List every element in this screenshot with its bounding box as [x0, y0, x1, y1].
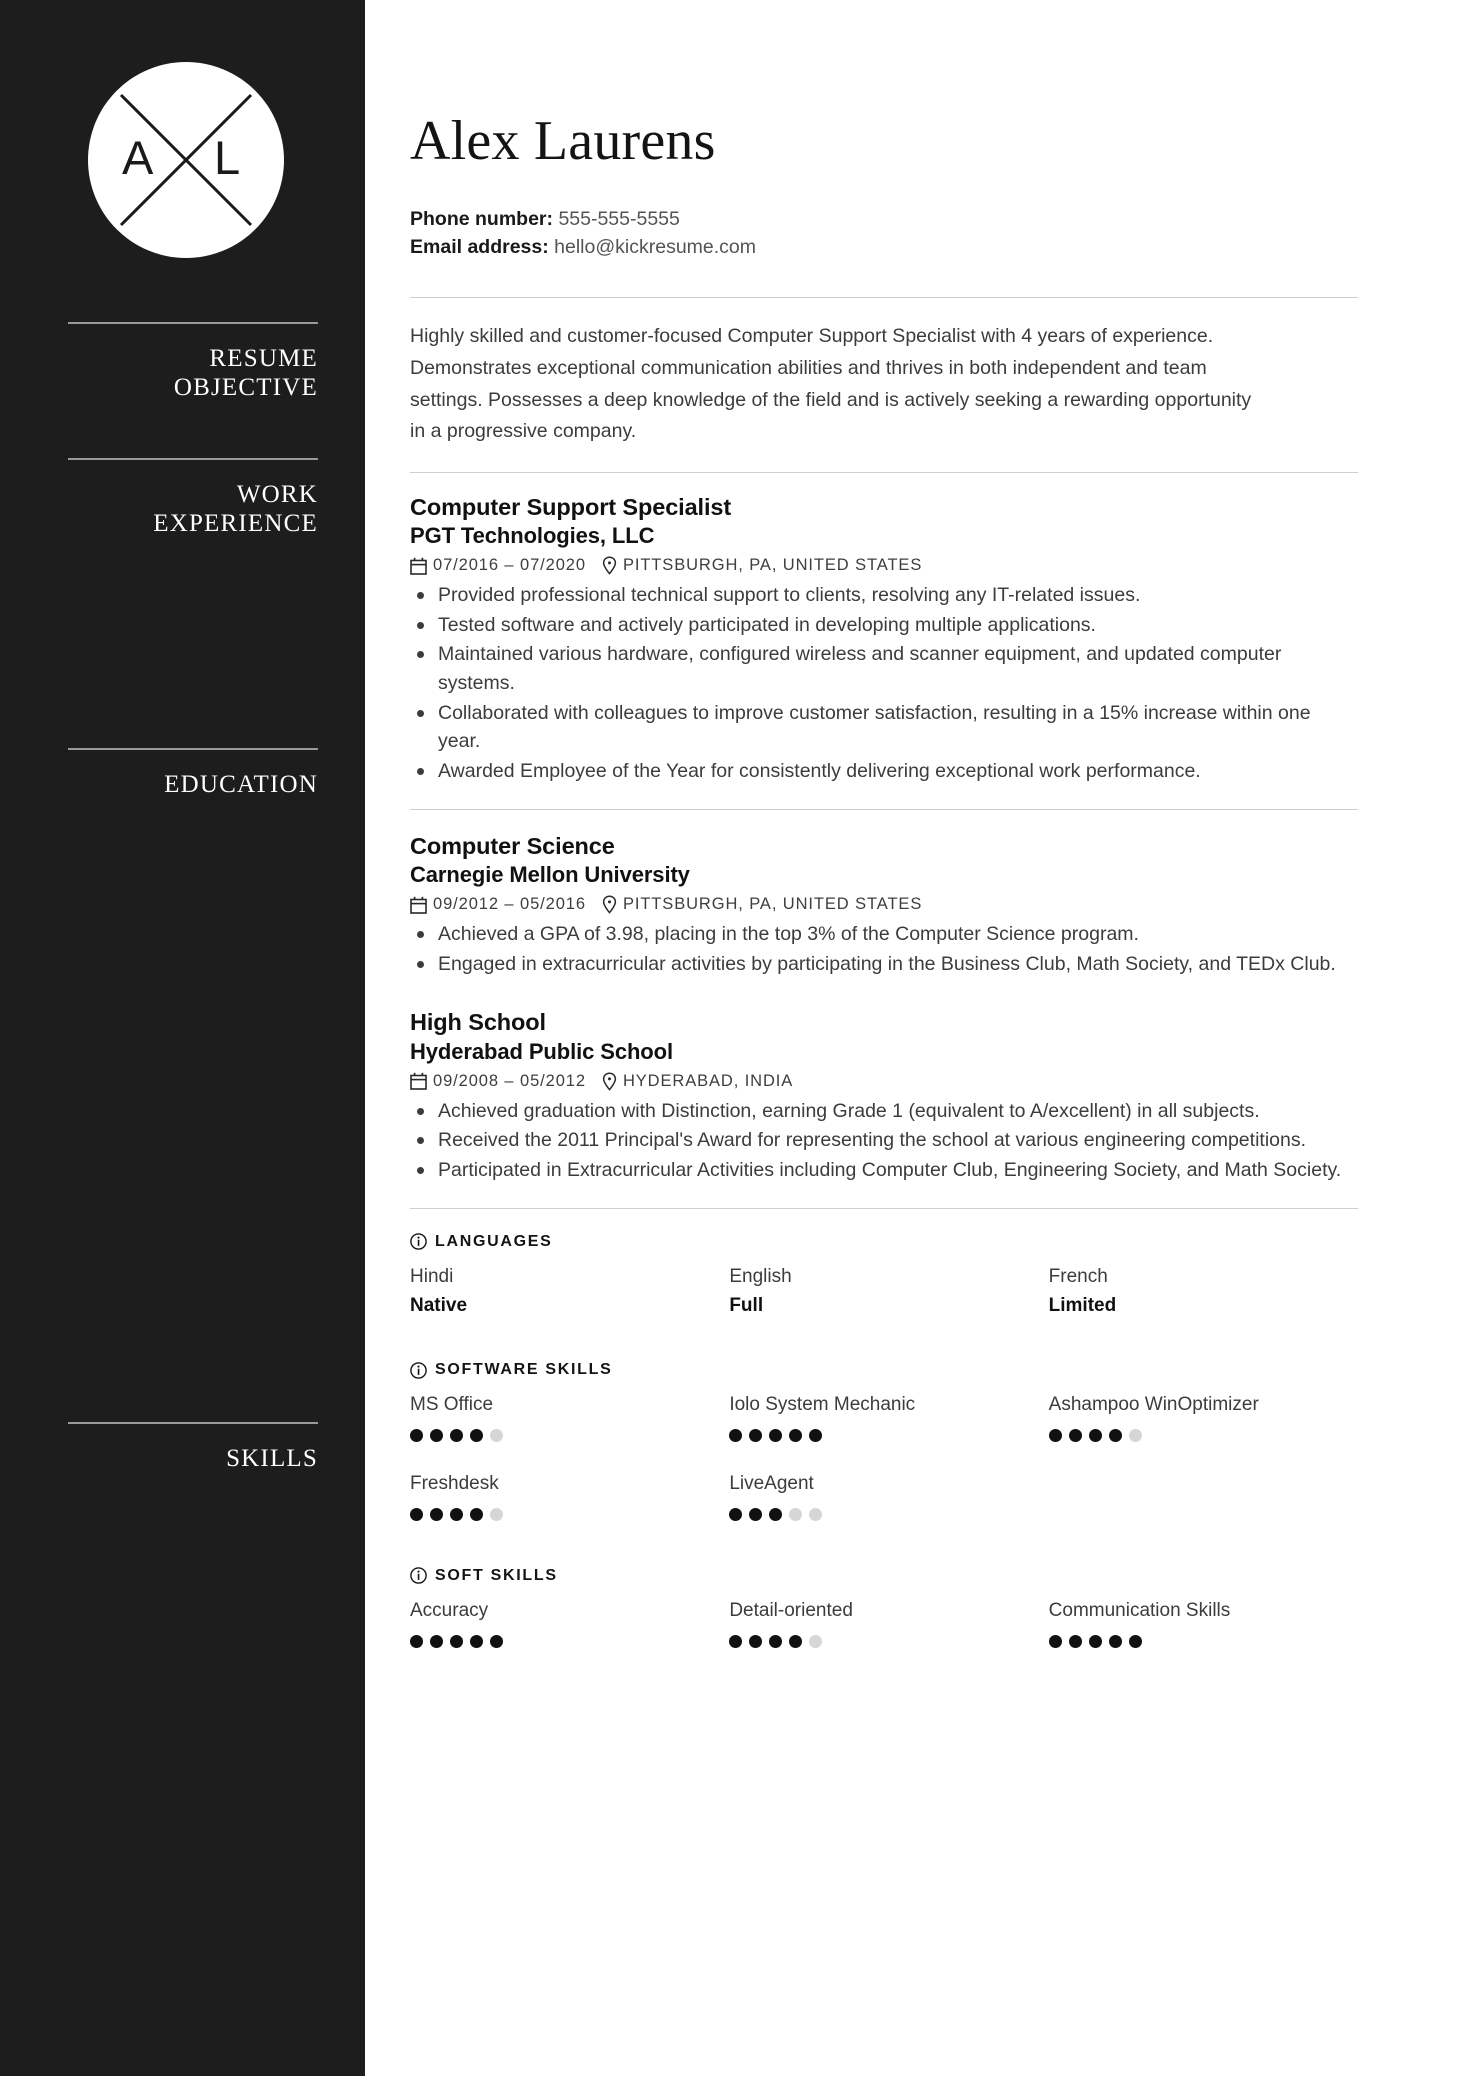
software-skills-heading	[410, 1361, 1358, 1379]
language-level: Native	[410, 1294, 468, 1316]
list-item: Participated in Extracurricular Activities including Computer Club, Engineering Society, and Math Society.	[410, 1156, 1358, 1185]
email-label: Email address:	[410, 235, 549, 258]
sidebar	[0, 0, 365, 2076]
skill-name: Ashampoo WinOptimizer	[1048, 1394, 1259, 1416]
rating-dot-empty	[809, 1635, 822, 1648]
rating-dot-filled	[470, 1635, 483, 1648]
rating-dot-filled	[1089, 1635, 1102, 1648]
rating-dot-filled	[470, 1508, 483, 1521]
divider	[68, 458, 318, 460]
location	[602, 1072, 793, 1091]
sidebar-label-line1: RESUME	[209, 345, 318, 372]
list-item: Maintained various hardware, configured wireless and scanner equipment, and updated computer systems.	[410, 640, 1358, 697]
date-range	[410, 1072, 586, 1091]
rating-dot-filled	[450, 1635, 463, 1648]
section-work-experience	[410, 473, 1358, 809]
skill-name: Iolo System Mechanic	[729, 1394, 916, 1416]
skill-name: MS Office	[410, 1394, 494, 1416]
rating-dot-filled	[729, 1429, 742, 1442]
degree-title: Computer Science	[410, 832, 615, 859]
rating-dot-filled	[749, 1508, 762, 1521]
skill-group-soft-skills	[410, 1567, 1358, 1648]
soft-skills-heading	[410, 1567, 1358, 1585]
rating-dot-empty	[490, 1508, 503, 1521]
list-item: Awarded Employee of the Year for consistently delivering exceptional work performance.	[410, 757, 1358, 786]
sidebar-label-line1: WORK	[236, 481, 318, 508]
rating-dot-filled	[809, 1429, 822, 1442]
rating-dots	[1049, 1429, 1358, 1442]
skill-name: Detail-oriented	[729, 1599, 853, 1621]
entry-meta	[410, 895, 1358, 914]
sidebar-label-line1: EDUCATION	[164, 771, 318, 798]
software-skills-heading-text: SOFTWARE SKILLS	[435, 1361, 613, 1379]
sidebar-item-resume-objective	[68, 322, 318, 402]
location-pin-icon	[602, 1072, 617, 1091]
monogram-x-circle	[88, 62, 284, 258]
soft-skill-item	[410, 1585, 719, 1648]
rating-dot-filled	[789, 1635, 802, 1648]
languages-grid	[410, 1251, 1358, 1318]
list-item: Provided professional technical support to clients, resolving any IT-related issues.	[410, 581, 1358, 610]
rating-dot-filled	[1069, 1635, 1082, 1648]
language-item	[1049, 1251, 1358, 1318]
degree-title: High School	[410, 1009, 546, 1036]
rating-dot-filled	[1129, 1635, 1142, 1648]
software-skills-grid	[410, 1379, 1358, 1521]
rating-dots	[729, 1429, 1038, 1442]
objective-text: Highly skilled and customer-focused Computer Support Specialist with 4 years of experience. Demonstrates exceptional communication abilities and thrives in both independent and team settings. Possesses a deep knowledge of the field and is actively seeking a rewarding opportunity in a progressive company.	[410, 325, 1252, 443]
contact-details	[410, 206, 1358, 261]
rating-dot-filled	[769, 1429, 782, 1442]
soft-skill-item	[1049, 1585, 1358, 1648]
skill-name: LiveAgent	[729, 1473, 814, 1495]
rating-dot-filled	[769, 1635, 782, 1648]
sidebar-item-education	[68, 748, 318, 799]
rating-dot-filled	[490, 1635, 503, 1648]
work-bullet-list	[410, 581, 1358, 786]
rating-dot-filled	[749, 1635, 762, 1648]
software-skill-item	[410, 1442, 719, 1521]
school-name: Carnegie Mellon University	[410, 861, 690, 887]
soft-skills-heading-text: SOFT SKILLS	[435, 1566, 558, 1584]
sidebar-label-line1: SKILLS	[226, 1445, 318, 1472]
rating-dot-filled	[1069, 1429, 1082, 1442]
rating-dots	[729, 1635, 1038, 1648]
location	[602, 556, 922, 575]
language-level: Full	[729, 1294, 764, 1316]
languages-heading-text: LANGUAGES	[435, 1232, 553, 1250]
divider	[68, 322, 318, 324]
rating-dot-filled	[769, 1508, 782, 1521]
rating-dot-filled	[410, 1635, 423, 1648]
date-range-text: 07/2016 – 07/2020	[433, 556, 586, 575]
list-item: Achieved graduation with Distinction, earning Grade 1 (equivalent to A/excellent) in all subjects.	[410, 1097, 1358, 1126]
sidebar-label-resume-objective	[68, 344, 318, 402]
rating-dot-filled	[410, 1508, 423, 1521]
calendar-icon	[410, 896, 427, 914]
phone-label: Phone number:	[410, 208, 554, 231]
software-skill-item	[1049, 1379, 1358, 1442]
date-range-text: 09/2008 – 05/2012	[433, 1071, 586, 1090]
date-range	[410, 556, 586, 575]
rating-dot-filled	[410, 1429, 423, 1442]
section-skills	[410, 1209, 1358, 1648]
list-item: Achieved a GPA of 3.98, placing in the top 3% of the Computer Science program.	[410, 920, 1358, 949]
rating-dot-empty	[1129, 1429, 1142, 1442]
section-education	[410, 810, 1358, 1208]
info-icon	[410, 1567, 427, 1584]
school-name: Hyderabad Public School	[410, 1038, 673, 1064]
language-item	[729, 1251, 1038, 1318]
education-entry	[410, 1008, 1358, 1184]
rating-dot-empty	[490, 1429, 503, 1442]
rating-dot-filled	[729, 1635, 742, 1648]
rating-dot-filled	[1049, 1429, 1062, 1442]
work-entry	[410, 493, 1358, 786]
page-title: Alex Laurens	[410, 109, 716, 172]
rating-dot-filled	[450, 1429, 463, 1442]
sidebar-item-skills	[68, 1422, 318, 1473]
entry-meta	[410, 556, 1358, 575]
rating-dot-filled	[430, 1429, 443, 1442]
sidebar-item-work-experience	[68, 458, 318, 538]
spacer	[1049, 1442, 1358, 1521]
languages-heading	[410, 1233, 1358, 1251]
language-name: Hindi	[410, 1265, 454, 1287]
info-icon	[410, 1233, 427, 1250]
rating-dot-filled	[789, 1429, 802, 1442]
rating-dot-filled	[470, 1429, 483, 1442]
calendar-icon	[410, 1072, 427, 1090]
location-text: PITTSBURGH, PA, UNITED STATES	[622, 556, 923, 575]
education-bullet-list	[410, 920, 1358, 978]
date-range-text: 09/2012 – 05/2016	[433, 895, 586, 914]
skill-name: Accuracy	[410, 1599, 489, 1621]
contact-row-phone	[410, 206, 1358, 234]
date-range	[410, 895, 586, 914]
list-item: Tested software and actively participated in developing multiple applications.	[410, 611, 1358, 640]
rating-dots	[729, 1508, 1038, 1521]
calendar-icon	[410, 557, 427, 575]
language-level: Limited	[1048, 1294, 1117, 1316]
language-name: English	[729, 1265, 792, 1287]
rating-dot-empty	[789, 1508, 802, 1521]
section-resume-objective	[410, 298, 1358, 471]
rating-dot-filled	[1109, 1635, 1122, 1648]
monogram-right-letter: L	[214, 131, 241, 184]
list-item: Received the 2011 Principal's Award for representing the school at various engineering competitions.	[410, 1126, 1358, 1155]
rating-dots	[1049, 1635, 1358, 1648]
entry-meta	[410, 1072, 1358, 1091]
language-name: French	[1048, 1265, 1108, 1287]
location-pin-icon	[602, 895, 617, 914]
rating-dot-filled	[1109, 1429, 1122, 1442]
language-item	[410, 1251, 719, 1318]
education-entry	[410, 832, 1358, 979]
skill-name: Communication Skills	[1048, 1599, 1231, 1621]
rating-dot-filled	[1089, 1429, 1102, 1442]
divider	[68, 1422, 318, 1424]
location-text: HYDERABAD, INDIA	[622, 1071, 794, 1090]
skill-group-languages	[410, 1233, 1358, 1318]
info-icon	[410, 1362, 427, 1379]
monogram-left-letter: A	[122, 131, 154, 184]
resume-main-column	[365, 0, 1468, 2076]
rating-dots	[410, 1429, 719, 1442]
software-skill-item	[729, 1442, 1038, 1521]
skill-group-software-skills	[410, 1361, 1358, 1521]
rating-dot-filled	[430, 1508, 443, 1521]
location	[602, 895, 922, 914]
sidebar-label-line2: EXPERIENCE	[153, 510, 318, 537]
skill-name: Freshdesk	[410, 1473, 499, 1495]
software-skill-item	[729, 1379, 1038, 1442]
monogram-circle	[88, 62, 284, 258]
monogram-logo	[88, 62, 284, 258]
rating-dots	[410, 1635, 719, 1648]
sidebar-label-line2: OBJECTIVE	[173, 374, 318, 401]
sidebar-label-education	[68, 770, 318, 799]
contact-row-email	[410, 234, 1358, 262]
list-item: Collaborated with colleagues to improve customer satisfaction, resulting in a 15% increase within one year.	[410, 699, 1358, 756]
phone-value: 555-555-5555	[558, 208, 680, 231]
email-value: hello@kickresume.com	[554, 235, 757, 258]
software-skill-item	[410, 1379, 719, 1442]
rating-dots	[410, 1508, 719, 1521]
job-title: Computer Support Specialist	[410, 493, 732, 520]
location-pin-icon	[602, 556, 617, 575]
rating-dot-empty	[809, 1508, 822, 1521]
company-name: PGT Technologies, LLC	[410, 522, 655, 548]
sidebar-label-work-experience	[68, 480, 318, 538]
rating-dot-filled	[450, 1508, 463, 1521]
rating-dot-filled	[430, 1635, 443, 1648]
education-bullet-list	[410, 1097, 1358, 1185]
soft-skill-item	[729, 1585, 1038, 1648]
rating-dot-filled	[1049, 1635, 1062, 1648]
rating-dot-filled	[729, 1508, 742, 1521]
location-text: PITTSBURGH, PA, UNITED STATES	[622, 895, 923, 914]
list-item: Engaged in extracurricular activities by participating in the Business Club, Math Society, and TEDx Club.	[410, 950, 1358, 979]
divider	[68, 748, 318, 750]
soft-skills-grid	[410, 1585, 1358, 1648]
rating-dot-filled	[749, 1429, 762, 1442]
sidebar-label-skills	[68, 1444, 318, 1473]
